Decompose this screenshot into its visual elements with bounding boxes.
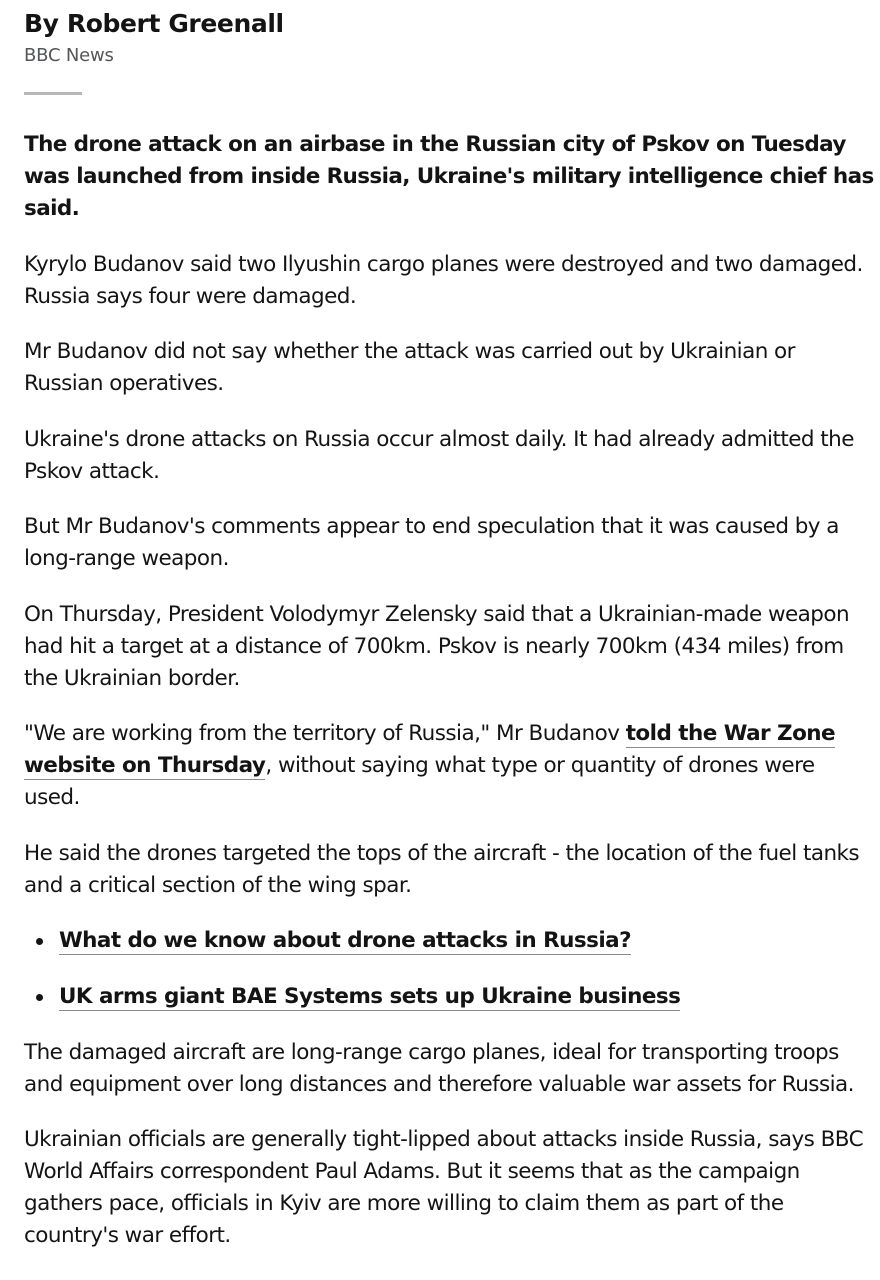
paragraph-1: Kyrylo Budanov said two Ilyushin cargo planes were destroyed and two damaged. Russia says four were damaged. [24, 251, 863, 309]
bullet-icon [36, 938, 43, 945]
paragraph-6-text-after: , without saying what type or quantity of drones were used. [24, 753, 815, 810]
paragraph-6-text-before: "We are working from the territory of Russia," Mr Budanov [24, 721, 626, 746]
paragraph-2: Mr Budanov did not say whether the attack was carried out by Ukrainian or Russian operatives. [24, 339, 795, 396]
war-zone-link[interactable]: told the War Zone website on Thursday [24, 721, 836, 778]
byline-divider [24, 92, 82, 95]
paragraph-8: The damaged aircraft are long-range cargo planes, ideal for transporting troops and equipment over long distances and therefore valuable war assets for Russia. [24, 1039, 854, 1097]
lead-paragraph: The drone attack on an airbase in the Russian city of Pskov on Tuesday was launched from inside Russia, Ukraine's military intelligence chief has said. [24, 132, 874, 221]
paragraph-7: He said the drones targeted the tops of the aircraft - the location of the fuel tanks and a critical section of the wing spar. [24, 840, 860, 898]
author-name: By Robert Greenall [24, 9, 284, 38]
related-link-item [59, 981, 876, 1013]
paragraph-3: Ukraine's drone attacks on Russia occur almost daily. It had already admitted the Pskov attack. [24, 426, 854, 484]
paragraph-6 [24, 718, 876, 814]
related-link-item [59, 925, 876, 957]
related-links-list [24, 925, 876, 1013]
related-link-drone-attacks[interactable]: What do we know about drone attacks in Russia? [59, 928, 632, 953]
news-organisation: BBC News [24, 45, 114, 66]
paragraph-5: On Thursday, President Volodymyr Zelensky said that a Ukrainian-made weapon had hit a target at a distance of 700km. Pskov is nearly 700km (434 miles) from the Ukrainian border. [24, 601, 850, 691]
related-link-bae-systems[interactable]: UK arms giant BAE Systems sets up Ukraine business [59, 984, 681, 1009]
bullet-icon [36, 994, 43, 1001]
paragraph-4: But Mr Budanov's comments appear to end speculation that it was caused by a long-range weapon. [24, 514, 839, 571]
article-body [24, 129, 876, 1276]
byline [24, 7, 864, 69]
paragraph-9: Ukrainian officials are generally tight-lipped about attacks inside Russia, says BBC World Affairs correspondent Paul Adams. But it seems that as the campaign gathers pace, officials in Kyiv are more willing to claim them as part of the country's war effort. [24, 1127, 864, 1248]
